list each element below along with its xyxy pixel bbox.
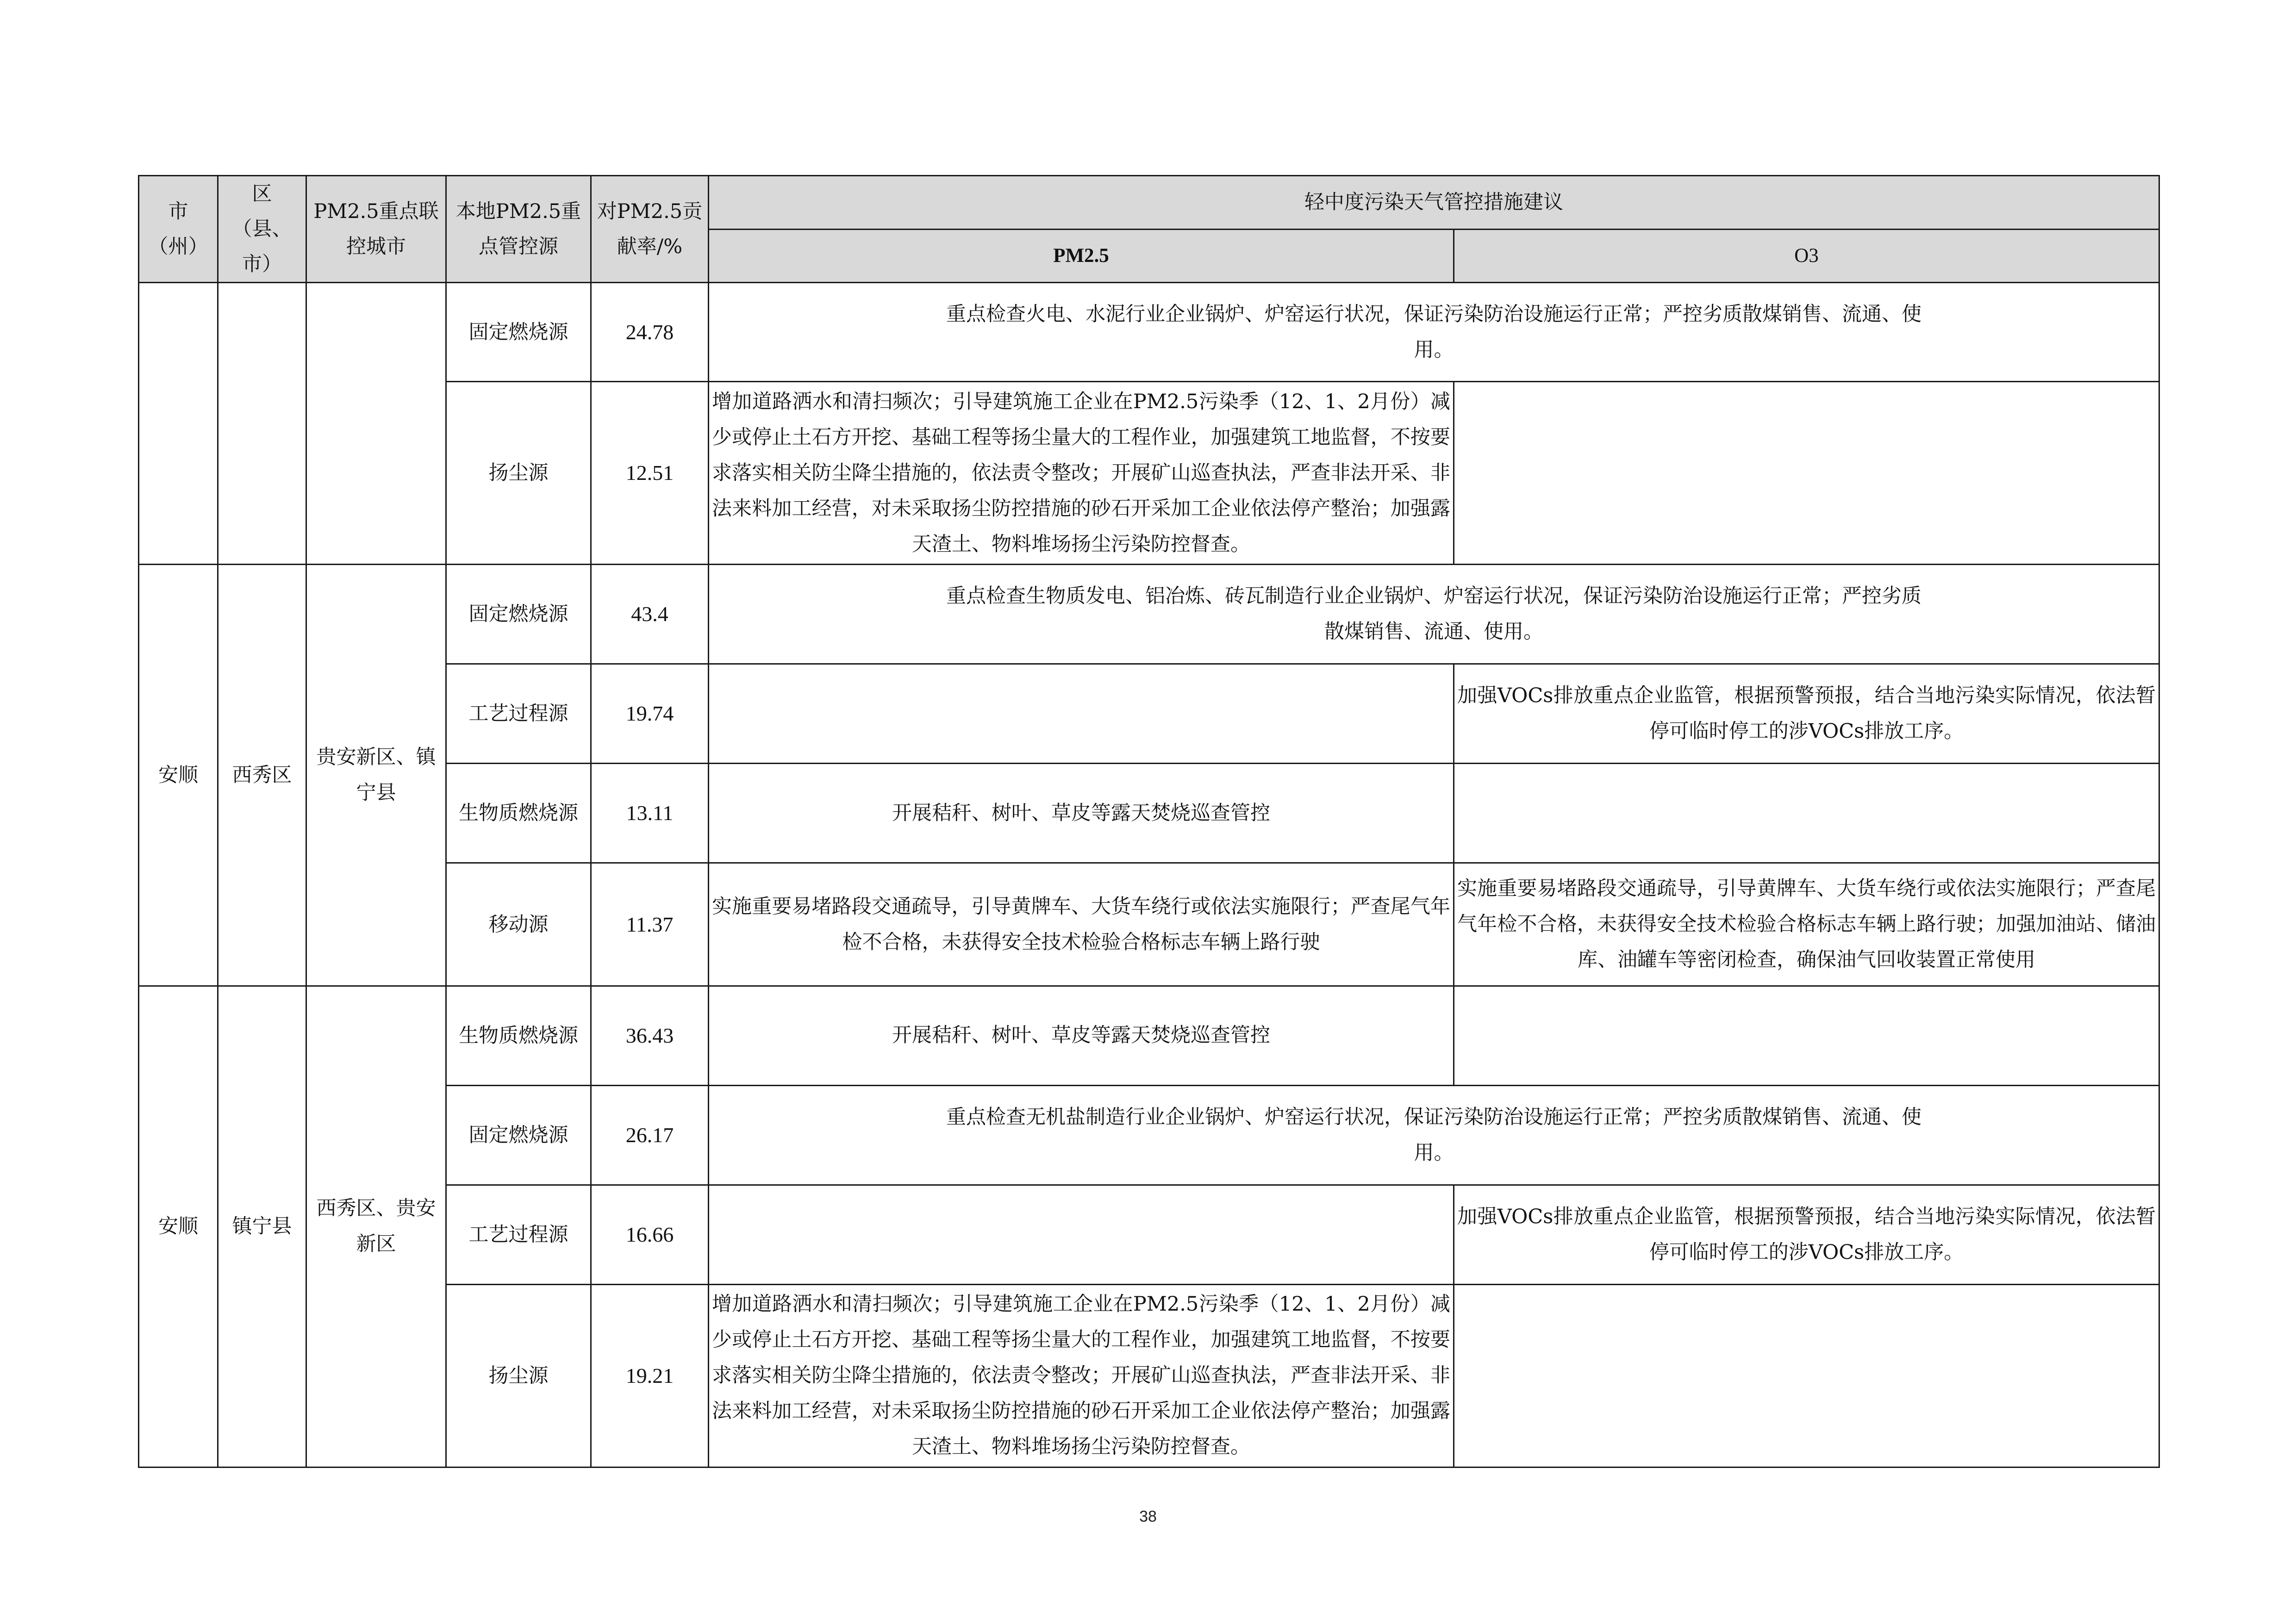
source-cell: 工艺过程源 [446,664,591,764]
measure-o3-cell: 实施重要易堵路段交通疏导，引导黄牌车、大货车绕行或依法实施限行；严查尾气年检不合格，未获得安全技术检验合格标志车辆上路行驶；加强加油站、储油库、油罐车等密闭检查，确保油气回收装置正常使用 [1454,863,2159,986]
header-control-source: 本地PM2.5重点管控源 [446,176,591,283]
measure-shared-cell: 重点检查无机盐制造行业企业锅炉、炉窑运行状况，保证污染防治设施运行正常；严控劣质散煤销售、流通、使用。 [709,1085,2159,1185]
header-measures: 轻中度污染天气管控措施建议 [709,176,2159,230]
linked-cities-cell: 西秀区、贵安新区 [306,986,446,1467]
header-o3: O3 [1454,229,2159,283]
measure-pm25-cell: 增加道路洒水和清扫频次；引导建筑施工企业在PM2.5污染季（12、1、2月份）减少或停止土石方开挖、基础工程等扬尘量大的工程作业，加强建筑工地监督，不按要求落实相关防尘降尘措施的，依法责令整改；开展矿山巡查执法，严查非法开采、非法来料加工经营，对未采取扬尘防控措施的砂石开采加工企业依法停产整治；加强露天渣土、物料堆场扬尘污染防控督查。 [709,382,1454,565]
header-county: 区（县、市） [218,176,306,283]
county-cell: 镇宁县 [218,986,306,1467]
contribution-rate-cell: 19.74 [591,664,709,764]
county-cell: 西秀区 [218,565,306,986]
contribution-rate-cell: 26.17 [591,1085,709,1185]
measures-table [138,175,2160,1468]
source-cell: 扬尘源 [446,1284,591,1467]
contribution-rate-cell: 16.66 [591,1185,709,1284]
measure-o3-cell [1454,986,2159,1085]
measure-pm25-cell: 实施重要易堵路段交通疏导，引导黄牌车、大货车绕行或依法实施限行；严查尾气年检不合格，未获得安全技术检验合格标志车辆上路行驶 [709,863,1454,986]
measure-o3-cell [1454,382,2159,565]
contribution-rate-cell: 24.78 [591,283,709,382]
table-body [139,283,2159,1468]
measure-pm25-cell: 增加道路洒水和清扫频次；引导建筑施工企业在PM2.5污染季（12、1、2月份）减少或停止土石方开挖、基础工程等扬尘量大的工程作业，加强建筑工地监督，不按要求落实相关防尘降尘措施的，依法责令整改；开展矿山巡查执法，严查非法开采、非法来料加工经营，对未采取扬尘防控措施的砂石开采加工企业依法停产整治；加强露天渣土、物料堆场扬尘污染防控督查。 [709,1284,1454,1467]
header-contribution-rate: 对PM2.5贡献率/% [591,176,709,283]
source-cell: 扬尘源 [446,382,591,565]
measure-pm25-cell: 开展秸秆、树叶、草皮等露天焚烧巡查管控 [709,764,1454,863]
source-cell: 生物质燃烧源 [446,986,591,1085]
contribution-rate-cell: 43.4 [591,565,709,664]
measure-o3-cell [1454,1284,2159,1467]
city-cell [139,283,218,565]
table-row [139,283,2159,382]
measure-shared-cell: 重点检查火电、水泥行业企业锅炉、炉窑运行状况，保证污染防治设施运行正常；严控劣质散煤销售、流通、使用。 [709,283,2159,382]
source-cell: 固定燃烧源 [446,283,591,382]
linked-cities-cell [306,283,446,565]
measure-shared-cell: 重点检查生物质发电、铝冶炼、砖瓦制造行业企业锅炉、炉窑运行状况，保证污染防治设施运行正常；严控劣质散煤销售、流通、使用。 [709,565,2159,664]
city-cell: 安顺 [139,986,218,1467]
contribution-rate-cell: 36.43 [591,986,709,1085]
measure-pm25-cell: 开展秸秆、树叶、草皮等露天焚烧巡查管控 [709,986,1454,1085]
source-cell: 生物质燃烧源 [446,764,591,863]
header-city: 市（州） [139,176,218,283]
source-cell: 固定燃烧源 [446,1085,591,1185]
city-cell: 安顺 [139,565,218,986]
contribution-rate-cell: 13.11 [591,764,709,863]
table-row [139,565,2159,664]
contribution-rate-cell: 11.37 [591,863,709,986]
source-cell: 固定燃烧源 [446,565,591,664]
linked-cities-cell: 贵安新区、镇宁县 [306,565,446,986]
measure-o3-cell [1454,764,2159,863]
source-cell: 工艺过程源 [446,1185,591,1284]
county-cell [218,283,306,565]
measure-pm25-cell [709,1185,1454,1284]
table-row [139,986,2159,1085]
table-header [139,176,2159,283]
header-linked-cities: PM2.5重点联控城市 [306,176,446,283]
measure-o3-cell: 加强VOCs排放重点企业监管，根据预警预报，结合当地污染实际情况，依法暂停可临时停工的涉VOCs排放工序。 [1454,664,2159,764]
header-pm25: PM2.5 [709,229,1454,283]
contribution-rate-cell: 12.51 [591,382,709,565]
measure-pm25-cell [709,664,1454,764]
page-number: 38 [1139,1508,1157,1525]
source-cell: 移动源 [446,863,591,986]
measure-o3-cell: 加强VOCs排放重点企业监管，根据预警预报，结合当地污染实际情况，依法暂停可临时停工的涉VOCs排放工序。 [1454,1185,2159,1284]
contribution-rate-cell: 19.21 [591,1284,709,1467]
